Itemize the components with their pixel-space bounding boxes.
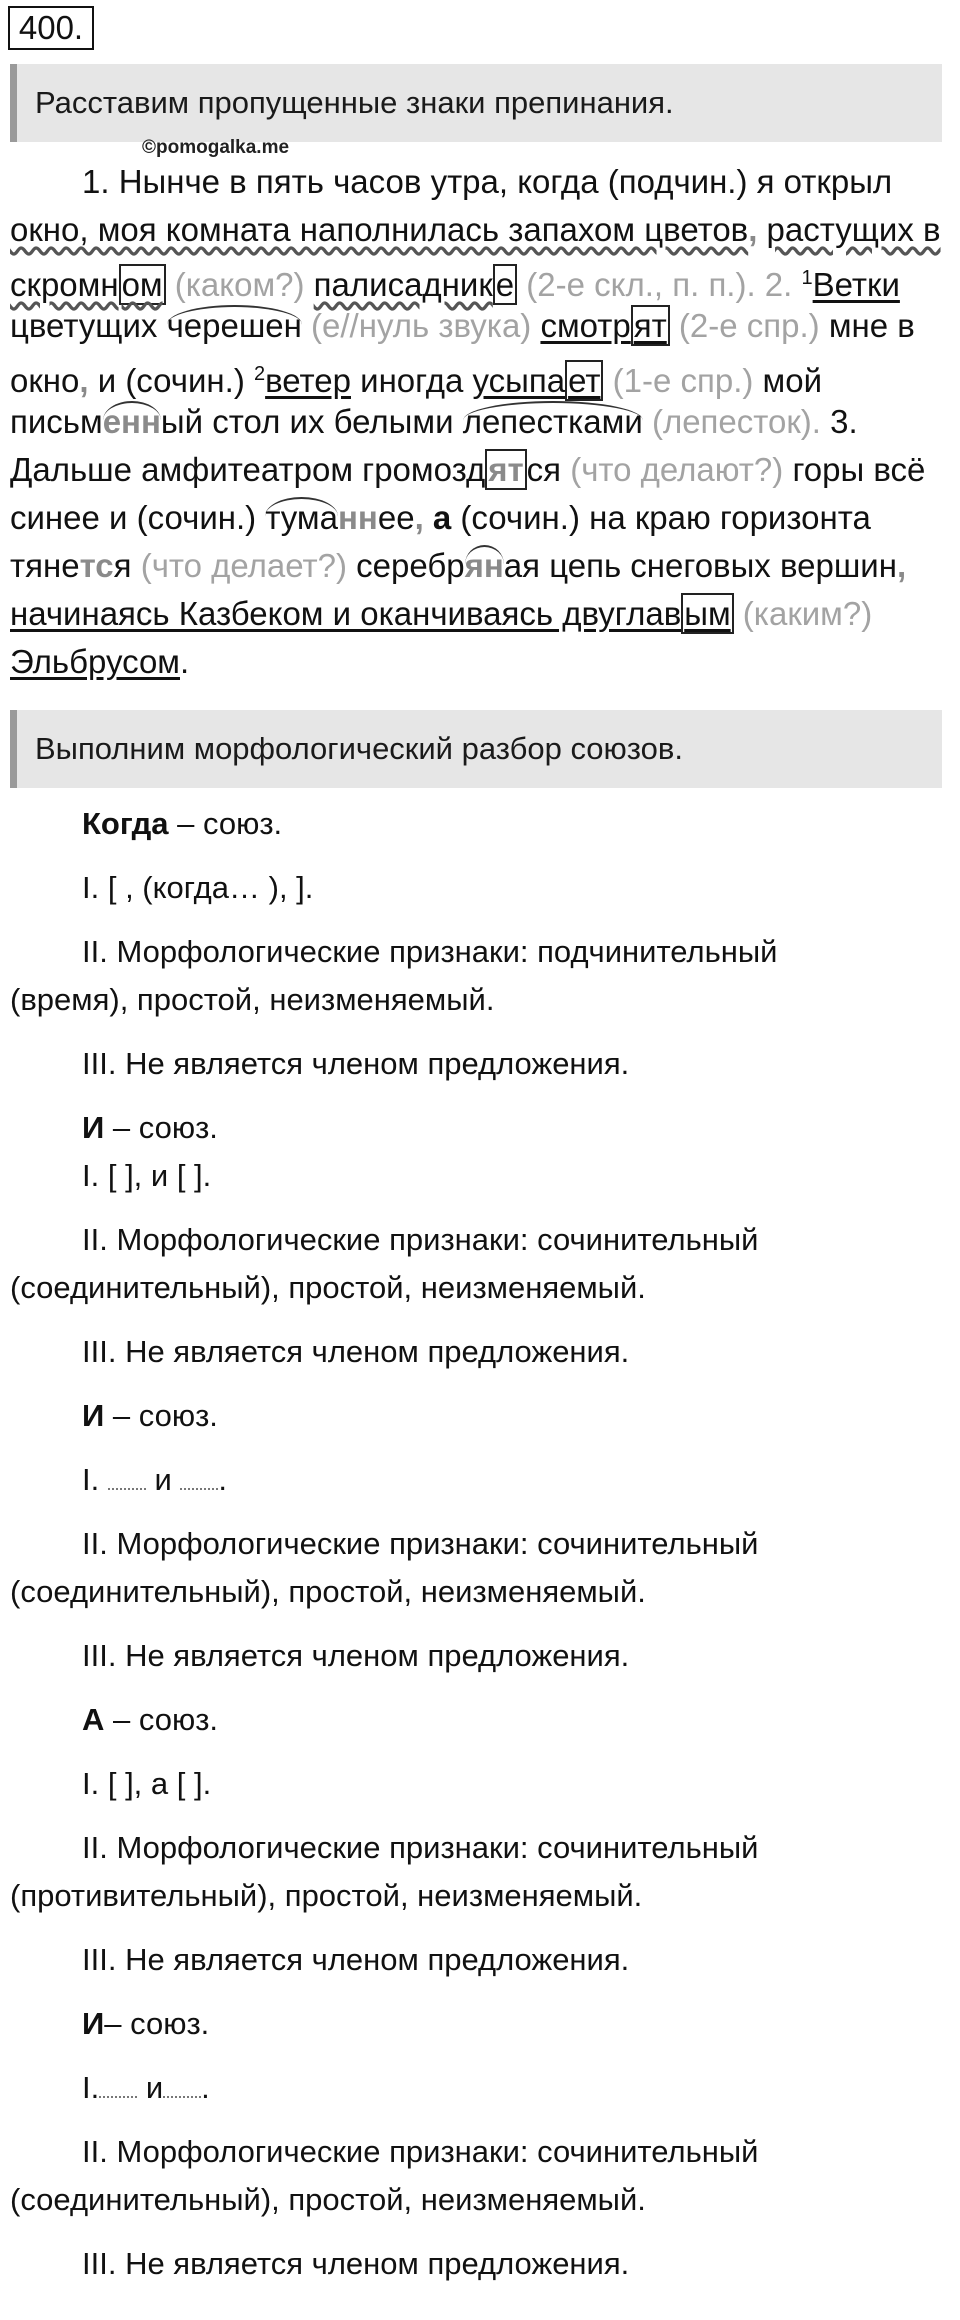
text-line [10, 206, 950, 254]
heading-rest: – союз. [104, 1398, 218, 1433]
exercise-number: 400. [8, 6, 94, 50]
text-fragment: окно [10, 362, 80, 399]
hint-text: (каким?) [733, 595, 873, 632]
hint-text: (что делают?) [561, 451, 793, 488]
exercise-text [10, 158, 950, 686]
suffix-highlight: тс [79, 547, 114, 584]
features-line: II. Морфологические признаки: подчинительный [82, 934, 778, 969]
hint-text: (лепесток). [642, 403, 831, 440]
text-fragment: тяне [10, 547, 80, 584]
text-fragment: ый стол их белыми [160, 403, 463, 440]
ending-box: ым [681, 593, 733, 634]
subject-word: ветер [265, 362, 351, 399]
text-fragment: палисадник [313, 266, 493, 303]
ending-box: ят [485, 449, 526, 490]
heading-rest: – союз. [168, 806, 283, 841]
text-fragment: . [180, 643, 190, 680]
text-fragment: синее и (сочин.) [10, 499, 266, 536]
scheme-part: I. [82, 1462, 108, 1497]
scheme-part: . [201, 2070, 210, 2105]
analysis-block [10, 2000, 950, 2288]
scheme-part: . [218, 1462, 228, 1497]
suffix-highlight: енн [102, 403, 161, 440]
features-line: (соединительный), простой, неизменяемый. [10, 1574, 646, 1609]
scheme-line: I. [ ], и [ ]. [82, 1158, 212, 1193]
text-fragment: окно, моя комната наполнилась запахом цветов [10, 211, 749, 248]
added-comma: , [414, 499, 433, 536]
text-fragment: (сочин.) на краю горизонта [451, 499, 871, 536]
role-line: III. Не является членом предложения. [82, 2246, 630, 2281]
text-line [10, 158, 950, 206]
hint-text: (2-е скл., п. п.). 2. [517, 266, 802, 303]
task-banner-morphology: Выполним морфологический разбор союзов. [10, 710, 942, 788]
text-line [10, 590, 950, 638]
heading-rest: – союз. [104, 2006, 210, 2041]
block-heading [10, 1392, 950, 1440]
blank-line [180, 1486, 218, 1490]
text-fragment: горы всё [792, 451, 926, 488]
features-line: (противительный), простой, неизменяемый. [10, 1878, 643, 1913]
block-heading [10, 1696, 950, 1744]
text-line [10, 350, 950, 398]
hint-text: (каком?) [165, 266, 314, 303]
features-line: (соединительный), простой, неизменяемый. [10, 1270, 646, 1305]
morphology-section [10, 800, 950, 2288]
added-comma: , [79, 362, 89, 399]
ending-box: ом [119, 264, 166, 305]
subject-word: Ветки [812, 266, 900, 303]
text-fragment: цветущих [10, 307, 167, 344]
text-fragment: письм [10, 403, 103, 440]
hint-text: (е//нуль звука) [301, 307, 541, 344]
hint-text: (1-е спр.) [603, 362, 763, 399]
role-line: III. Не является членом предложения. [82, 1638, 630, 1673]
conjunction-word: И [82, 1398, 105, 1433]
analysis-block [10, 1392, 950, 1696]
scheme-line [10, 2064, 950, 2112]
suffix-highlight: ян [464, 547, 504, 584]
block-heading [10, 2000, 950, 2048]
text-fragment: я [113, 547, 132, 584]
features-line: (время), простой, неизменяемый. [10, 982, 495, 1017]
text-fragment: и (сочин.) [88, 362, 254, 399]
suffix-highlight: нн [337, 499, 378, 536]
text-fragment: мне в [828, 307, 915, 344]
scheme-part: и [145, 1462, 181, 1497]
conjunction-word: А [82, 1702, 105, 1737]
analysis-block [10, 1104, 950, 1392]
text-line [10, 638, 950, 686]
text-fragment: скромн [10, 266, 119, 303]
features-line: II. Морфологические признаки: сочинительный [82, 1222, 759, 1257]
features-line: II. Морфологические признаки: сочинительный [82, 1830, 759, 1865]
blank-line [108, 1486, 146, 1490]
text-line [10, 542, 950, 590]
text-fragment: ее [377, 499, 415, 536]
text-fragment: Дальше амфитеатром громозд [10, 451, 486, 488]
ending-box: ет [565, 360, 603, 401]
text-fragment: мой [762, 362, 823, 399]
text-fragment: растущих в [766, 211, 941, 248]
text-fragment: ая цепь снеговых вершин [503, 547, 897, 584]
conjunction-word: И [82, 2006, 105, 2041]
block-heading [10, 800, 950, 848]
predicate-word: усыпа [472, 362, 566, 399]
hint-text: (что делает?) [131, 547, 357, 584]
task-banner-punctuation: Расставим пропущенные знаки препинания. [10, 64, 942, 142]
analysis-block [10, 800, 950, 1104]
role-line: III. Не является членом предложения. [82, 1046, 630, 1081]
role-line: III. Не является членом предложения. [82, 1942, 630, 1977]
added-comma: , [748, 211, 767, 248]
scheme-part: I. [82, 2070, 100, 2105]
text-fragment: иногда [350, 362, 473, 399]
role-line: III. Не является членом предложения. [82, 1334, 630, 1369]
conjunction-word: Когда [82, 806, 169, 841]
participle-phrase: начинаясь Казбеком и оканчиваясь двуглав [10, 595, 682, 632]
scheme-line [10, 1456, 950, 1504]
text-line [10, 494, 950, 542]
text-line [10, 398, 950, 446]
watermark: ©pomogalka.me [142, 137, 290, 158]
text-fragment: ся [526, 451, 562, 488]
conjunction-bold: а [432, 499, 452, 536]
root-word: тума [265, 499, 338, 536]
text-line [10, 302, 950, 350]
text-line [10, 254, 950, 302]
block-heading [10, 1104, 950, 1152]
ending-box: е [493, 264, 517, 305]
scheme-part: и [137, 2070, 164, 2105]
predicate-word: смотр [540, 307, 631, 344]
features-line: (соединительный), простой, неизменяемый. [10, 2182, 646, 2217]
text-fragment: 1. Нынче в пять часов утра, когда (подчин.) я открыл [82, 163, 893, 200]
text-fragment: 3. [830, 403, 858, 440]
ending-box: ят [631, 305, 670, 346]
root-word: лепестками [462, 403, 643, 440]
conjunction-word: И [82, 1110, 105, 1145]
features-line: II. Морфологические признаки: сочинительный [82, 2134, 759, 2169]
text-line [10, 446, 950, 494]
heading-rest: – союз. [104, 1110, 218, 1145]
blank-line [99, 2094, 137, 2098]
blank-line [163, 2094, 201, 2098]
scheme-line: I. [ ], а [ ]. [82, 1766, 212, 1801]
features-line: II. Морфологические признаки: сочинительный [82, 1526, 759, 1561]
root-word: черешен [166, 307, 302, 344]
scheme-line: I. [ , (когда… ), ]. [82, 870, 314, 905]
analysis-block [10, 1696, 950, 2000]
hint-text: (2-е спр.) [669, 307, 829, 344]
added-comma: , [896, 547, 907, 584]
heading-rest: – союз. [104, 1702, 219, 1737]
participle-phrase: Эльбрусом [10, 643, 180, 680]
superscript: 2 [253, 363, 266, 385]
text-fragment: серебр [356, 547, 465, 584]
superscript: 1 [801, 267, 813, 289]
